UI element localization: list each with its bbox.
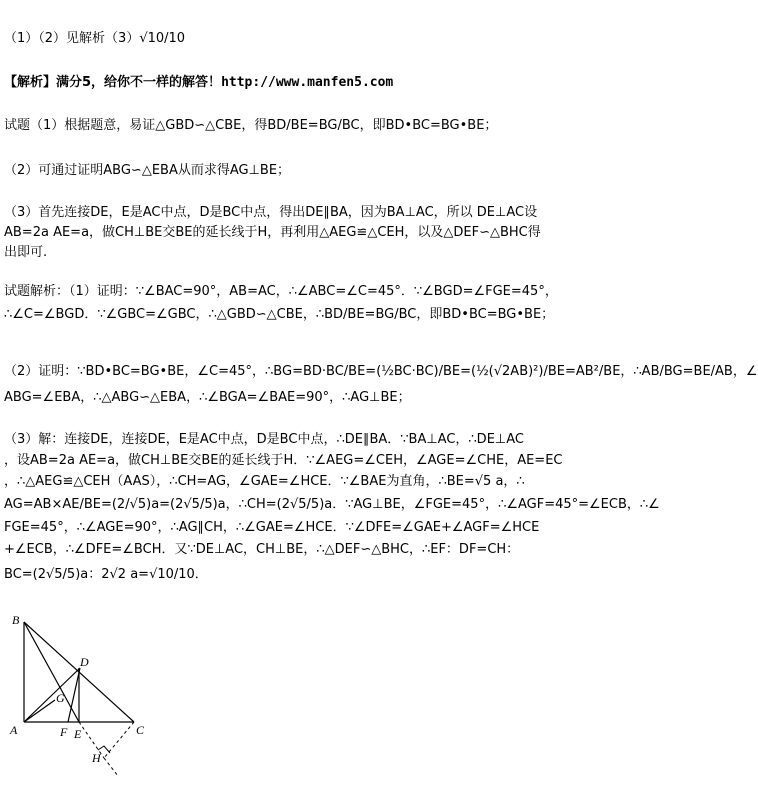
header-tag: 【解析】 bbox=[4, 75, 57, 90]
segment-ad bbox=[24, 668, 80, 722]
analysis-paragraph-3-line-2: AB=2a AE=a，做CH⊥BE交BE的延长线于H，再利用△AEG≌△CEH，以及△DEF∽△BHC得 bbox=[4, 225, 541, 240]
segment-ch-dashed bbox=[104, 722, 134, 758]
point-label-b: B bbox=[12, 613, 20, 627]
header-url: http://www.manfen5.com bbox=[221, 75, 394, 90]
solution-part-1-line-2: ∴∠C=∠BGD．∵∠GBC=∠GBC，∴△GBD∽△CBE，∴BD/BE=BG/BC，即BD•BC=BG•BE； bbox=[4, 307, 555, 322]
point-label-a: A bbox=[10, 723, 18, 737]
analysis-paragraph-1: 试题（1）根据题意，易证△GBD∽△CBE，得BD/BE=BG/BC，即BD•BC=BG•BE； bbox=[4, 118, 498, 133]
point-label-h: H bbox=[92, 751, 101, 765]
solution-part-2-line-2: ABG=∠EBA，∴△ABG∽△EBA，∴∠BGA=∠BAE=90°，∴AG⊥BE； bbox=[4, 390, 411, 405]
solution-part-3-line-6: +∠ECB，∴∠DFE=∠BCH．又∵DE⊥AC，CH⊥BE，∴△DEF∽△BHC，∴EF：DF=CH： bbox=[4, 542, 520, 557]
solution-part-3-line-3: ，∴△AEG≌△CEH（AAS），∴CH=AG，∠GAE=∠HCE．∵∠BAE为直角，∴BE=√5 a，∴ bbox=[4, 474, 525, 489]
segment-ag bbox=[24, 700, 55, 722]
answer-summary: （1）（2）见解析（3）√10/10 bbox=[4, 31, 186, 46]
analysis-paragraph-2: （2）可通过证明ABG∽△EBA从而求得AG⊥BE； bbox=[4, 163, 291, 178]
point-label-d: D bbox=[80, 655, 89, 669]
solution-part-3-line-2: ，设AB=2a AE=a，做CH⊥BE交BE的延长线于H．∵∠AEG=∠CEH，∠AGE=∠CHE，AE=EC bbox=[4, 453, 563, 468]
solution-part-3-line-7: BC=(2√5/5)a：2√2 a=√10/10． bbox=[4, 567, 208, 582]
analysis-paragraph-3-line-1: （3）首先连接DE，E是AC中点，D是BC中点，得出DE∥BA，因为BA⊥AC，所以 DE⊥AC设 bbox=[4, 205, 538, 220]
solution-part-1-line-1: 试题解析：（1）证明：∵∠BAC=90°，AB=AC，∴∠ABC=∠C=45°．∵∠BGD=∠FGE=45°， bbox=[4, 284, 558, 299]
point-label-g: G bbox=[56, 691, 65, 705]
geometry-figure bbox=[0, 600, 180, 790]
analysis-header bbox=[4, 74, 393, 92]
header-text: 满分5，给你不一样的解答！ bbox=[56, 75, 222, 90]
point-label-c: C bbox=[136, 723, 145, 737]
solution-part-3-line-5: FGE=45°，∴∠AGE=90°，∴AG∥CH，∴∠GAE=∠HCE．∵∠DFE=∠GAE+∠AGF=∠HCE bbox=[4, 520, 540, 535]
extension-dashed bbox=[104, 758, 118, 776]
solution-part-2-line-1: （2）证明：∵BD•BC=BG•BE，∠C=45°，∴BG=BD·BC/BE=(½BC·BC)/BE=(½(√2AB)²)/BE=AB²/BE，∴AB/BG=BE/AB，∠ bbox=[4, 364, 758, 379]
point-label-e: E bbox=[74, 727, 82, 741]
solution-part-3-line-1: （3）解：连接DE，连接DE，E是AC中点，D是BC中点，∴DE∥BA．∵BA⊥AC，∴DE⊥AC bbox=[4, 432, 524, 447]
solution-part-3-line-4: AG=AB×AE/BE=(2/√5)a=(2√5/5)a，∴CH=(2√5/5)a．∵AG⊥BE，∠FGE=45°，∴∠AGF=45°=∠ECB，∴∠ bbox=[4, 497, 660, 512]
analysis-paragraph-3-line-3: 出即可. bbox=[4, 245, 48, 260]
point-label-f: F bbox=[60, 725, 68, 739]
